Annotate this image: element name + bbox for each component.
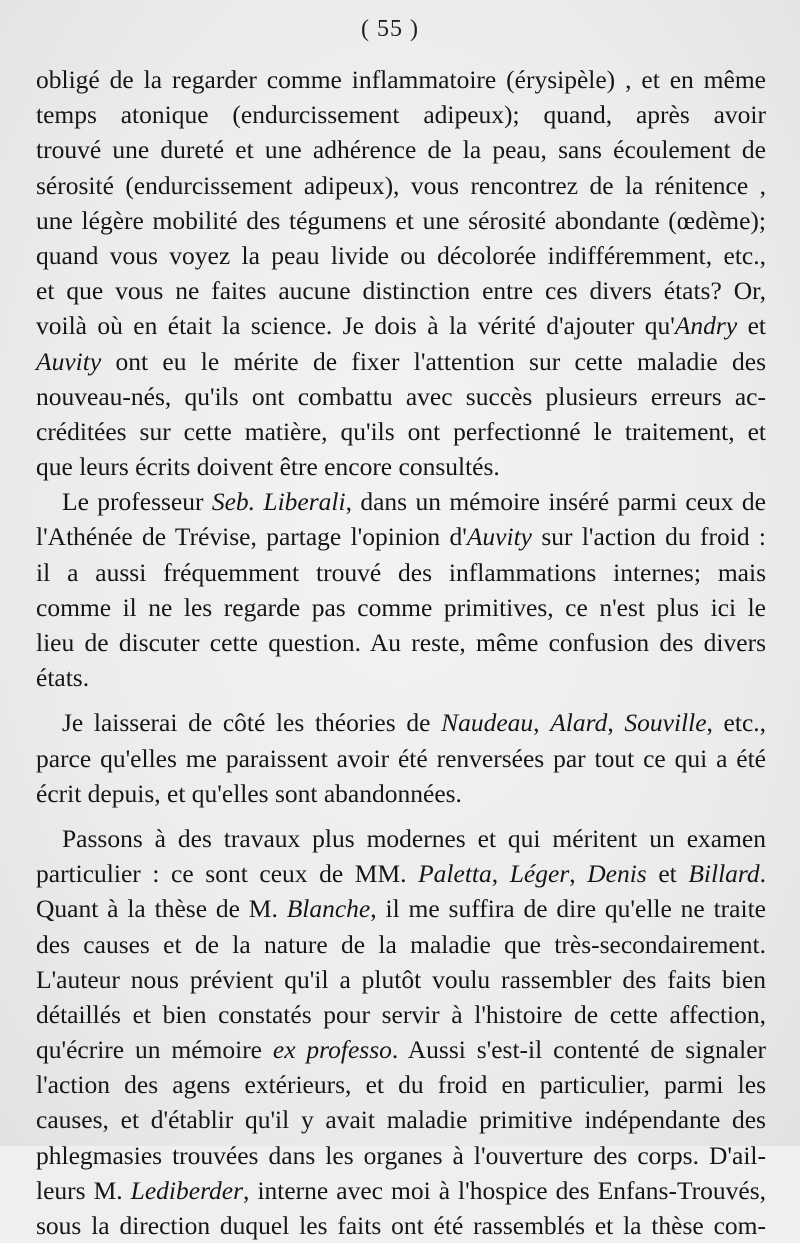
paragraph <box>36 62 766 484</box>
text-line: voilà où en était la science. Je dois à la vérité d'ajouter qu'Andry et <box>36 311 766 341</box>
text-line: sous la direction duquel les faits ont été rassemblés et la thèse com- <box>36 1211 766 1240</box>
text-line: sérosité (endurcissement adipeux), vous rencontrez de la rénitence , <box>36 170 766 200</box>
body-text <box>36 62 766 1243</box>
text-line: obligé de la regarder comme inflammatoire (érysipèle) , et en même <box>36 65 766 94</box>
text-line: il a aussi fréquemment trouvé des inflammations internes; mais <box>36 557 766 587</box>
text-line: Passons à des travaux plus modernes et qui méritent un examen <box>62 823 766 853</box>
text-line: l'Athénée de Trévise, partage l'opinion d'Auvity sur l'action du froid : <box>36 522 766 552</box>
text-line: états. <box>36 663 90 693</box>
paragraph <box>36 484 766 695</box>
text-line: une légère mobilité des tégumens et une sérosité abondante (œdème); <box>36 205 766 235</box>
text-line: L'auteur nous prévient qu'il a plutôt voulu rassembler des faits bien <box>36 964 766 994</box>
text-line: trouvé une dureté et une adhérence de la peau, sans écoulement de <box>36 135 766 165</box>
text-line: écrit depuis, et qu'elles sont abandonnées. <box>36 778 462 808</box>
text-line: détaillés et bien constatés pour servir à l'histoire de cette affection, <box>36 999 766 1029</box>
text-line: causes, et d'établir qu'il y avait maladie primitive indépendante des <box>36 1105 766 1135</box>
page-number: ( 55 ) <box>361 16 419 42</box>
text-line: Auvity ont eu le mérite de fixer l'attention sur cette maladie des <box>36 346 766 376</box>
text-line: créditées sur cette matière, qu'ils ont perfectionné le traitement, et <box>36 416 766 446</box>
paragraph <box>36 821 766 1243</box>
text-line: Quant à la thèse de M. Blanche, il me suffira de dire qu'elle ne traite <box>36 894 766 924</box>
text-line: temps atonique (endurcissement adipeux); quand, après avoir <box>36 100 766 130</box>
text-line: lieu de discuter cette question. Au reste, même confusion des divers <box>36 628 766 657</box>
text-line: quand vous voyez la peau livide ou décolorée indifféremment, etc., <box>36 240 766 270</box>
text-line: parce qu'elles me paraissent avoir été renversées par tout ce qui a été <box>36 743 766 773</box>
text-line: leurs M. Lediberder, interne avec moi à l'hospice des Enfans-Trouvés, <box>36 1175 766 1205</box>
text-line: et que vous ne faites aucune distinction entre ces divers états? Or, <box>36 276 766 306</box>
text-line: nouveau-nés, qu'ils ont combattu avec succès plusieurs erreurs ac- <box>36 381 766 411</box>
text-line: que leurs écrits doivent être encore consultés. <box>36 452 500 482</box>
text-line: des causes et de la nature de la maladie que très-secondairement. <box>36 929 766 959</box>
text-line: phlegmasies trouvées dans les organes à l'ouverture des corps. D'ail- <box>36 1140 766 1170</box>
text-line: Le professeur Seb. Liberali, dans un mémoire inséré parmi ceux de <box>62 487 766 517</box>
text-line: particulier : ce sont ceux de MM. Paletta, Léger, Denis et Billard. <box>36 859 767 889</box>
text-line: l'action des agens extérieurs, et du froid en particulier, parmi les <box>36 1070 766 1100</box>
text-line: Je laisserai de côté les théories de Naudeau, Alard, Souville, etc., <box>62 708 767 738</box>
text-line: qu'écrire un mémoire ex professo. Aussi s'est-il contenté de signaler <box>36 1035 767 1065</box>
text-line: comme il ne les regarde pas comme primitives, ce n'est plus ici le <box>36 592 766 622</box>
paragraph <box>36 705 766 811</box>
